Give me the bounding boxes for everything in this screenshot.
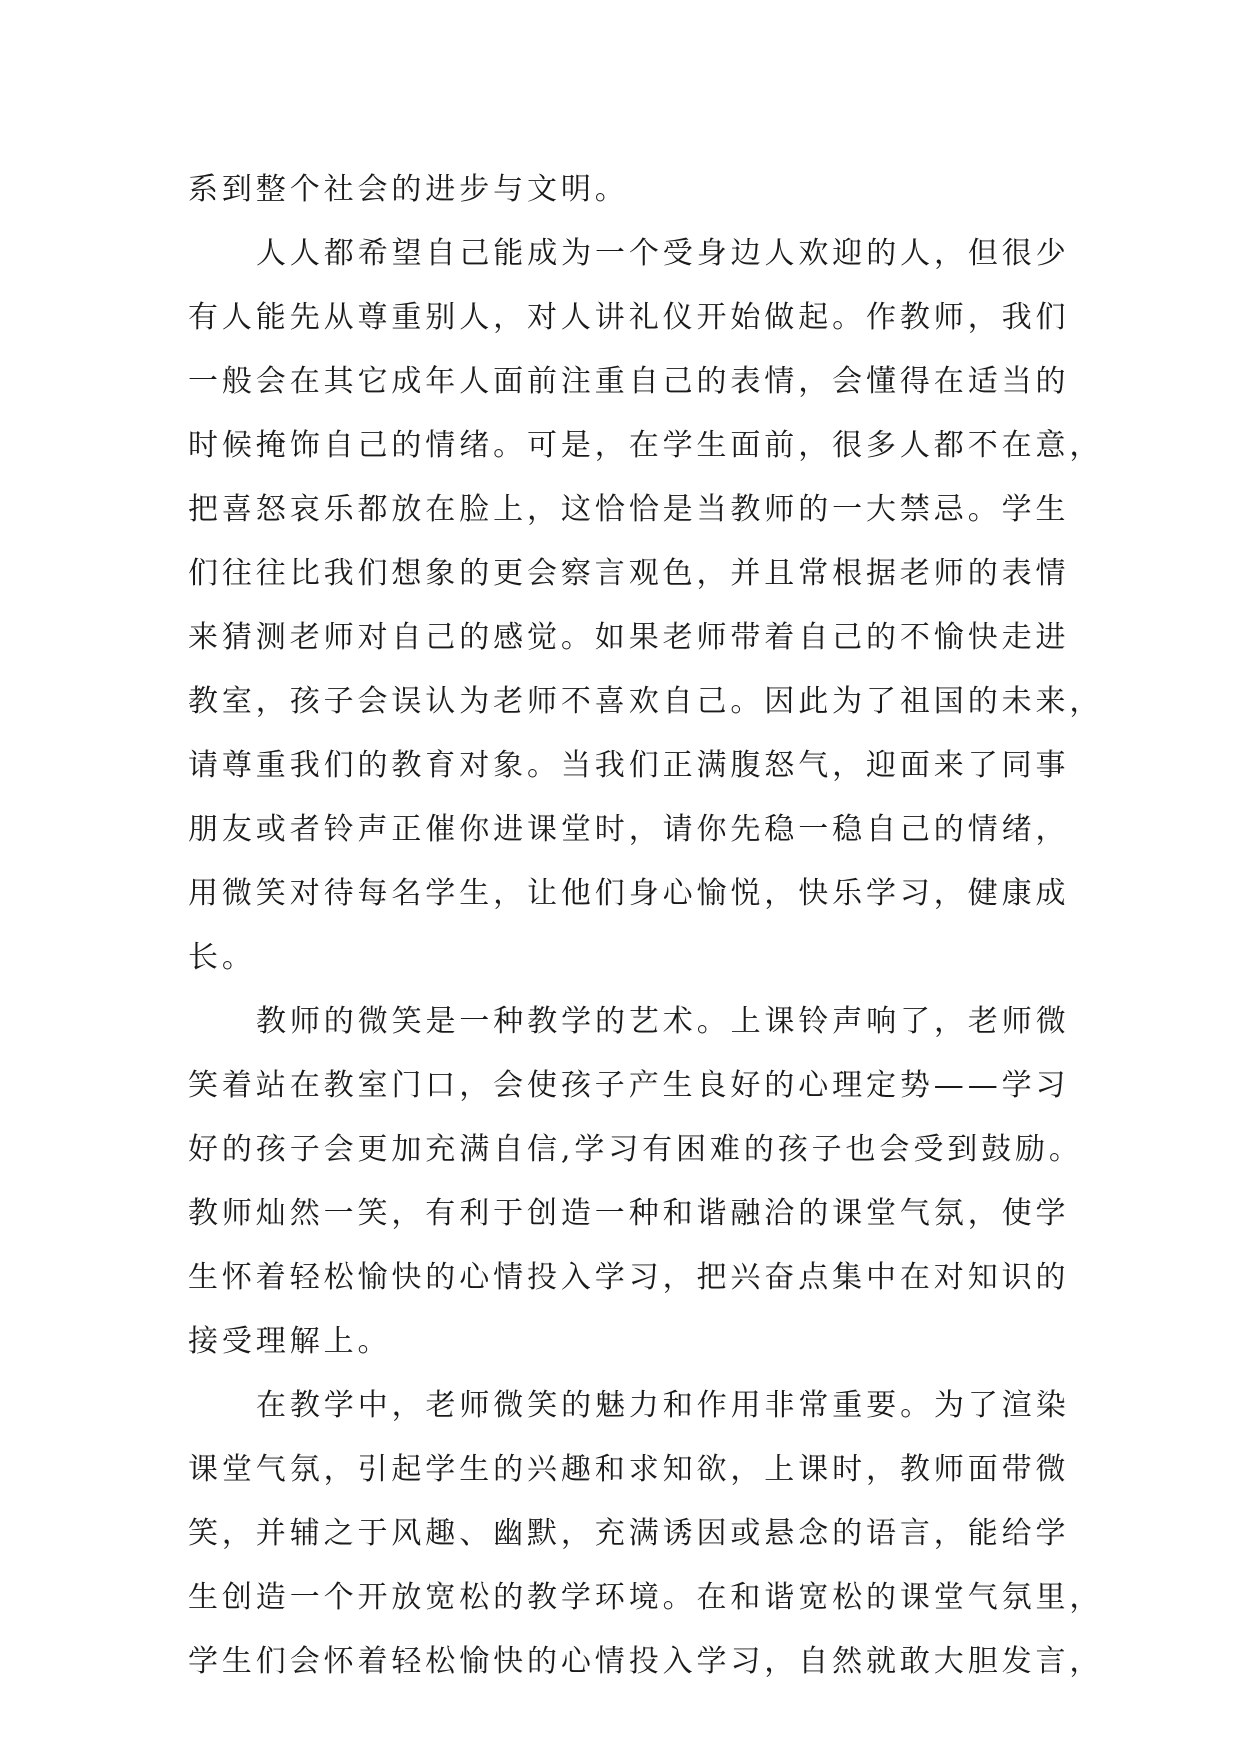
text-line: 一般会在其它成年人面前注重自己的表情，会懂得在适当的 bbox=[188, 364, 1070, 399]
text-line: 课堂气氛，引起学生的兴趣和求知欲，上课时，教师面带微 bbox=[188, 1452, 1070, 1487]
text-line: 生创造一个开放宽松的教学环境。在和谐宽松的课堂气氛里， bbox=[188, 1580, 1104, 1615]
text-line: 朋友或者铃声正催你进课堂时，请你先稳一稳自己的情绪， bbox=[188, 812, 1070, 847]
text-line: 学生们会怀着轻松愉快的心情投入学习，自然就敢大胆发言， bbox=[188, 1644, 1104, 1679]
text-line: 时候掩饰自己的情绪。可是，在学生面前，很多人都不在意， bbox=[188, 428, 1104, 463]
text-line: 系到整个社会的进步与文明。 bbox=[188, 172, 629, 207]
text-line: 长。 bbox=[188, 940, 256, 975]
text-line: 接受理解上。 bbox=[188, 1324, 392, 1359]
text-line: 教师的微笑是一种教学的艺术。上课铃声响了，老师微 bbox=[256, 1004, 1070, 1039]
text-line: 生怀着轻松愉快的心情投入学习，把兴奋点集中在对知识的 bbox=[188, 1260, 1070, 1295]
text-line: 用微笑对待每名学生，让他们身心愉悦，快乐学习，健康成 bbox=[188, 876, 1070, 911]
text-line: 人人都希望自己能成为一个受身边人欢迎的人，但很少 bbox=[256, 236, 1070, 271]
text-line: 有人能先从尊重别人，对人讲礼仪开始做起。作教师，我们 bbox=[188, 300, 1070, 335]
text-line: 来猜测老师对自己的感觉。如果老师带着自己的不愉快走进 bbox=[188, 620, 1070, 655]
body-text bbox=[188, 158, 1104, 1694]
text-line: 在教学中，老师微笑的魅力和作用非常重要。为了渲染 bbox=[256, 1388, 1070, 1423]
text-line: 笑着站在教室门口，会使孩子产生良好的心理定势——学习 bbox=[188, 1068, 1070, 1103]
text-line: 把喜怒哀乐都放在脸上，这恰恰是当教师的一大禁忌。学生 bbox=[188, 492, 1070, 527]
text-line: 们往往比我们想象的更会察言观色，并且常根据老师的表情 bbox=[188, 556, 1070, 591]
text-line: 教师灿然一笑，有利于创造一种和谐融洽的课堂气氛，使学 bbox=[188, 1196, 1070, 1231]
text-line: 笑，并辅之于风趣、幽默，充满诱因或悬念的语言，能给学 bbox=[188, 1516, 1070, 1551]
text-line: 请尊重我们的教育对象。当我们正满腹怒气，迎面来了同事 bbox=[188, 748, 1070, 783]
text-line: 教室，孩子会误认为老师不喜欢自己。因此为了祖国的未来， bbox=[188, 684, 1104, 719]
text-line: 好的孩子会更加充满自信,学习有困难的孩子也会受到鼓励。 bbox=[188, 1132, 1083, 1167]
